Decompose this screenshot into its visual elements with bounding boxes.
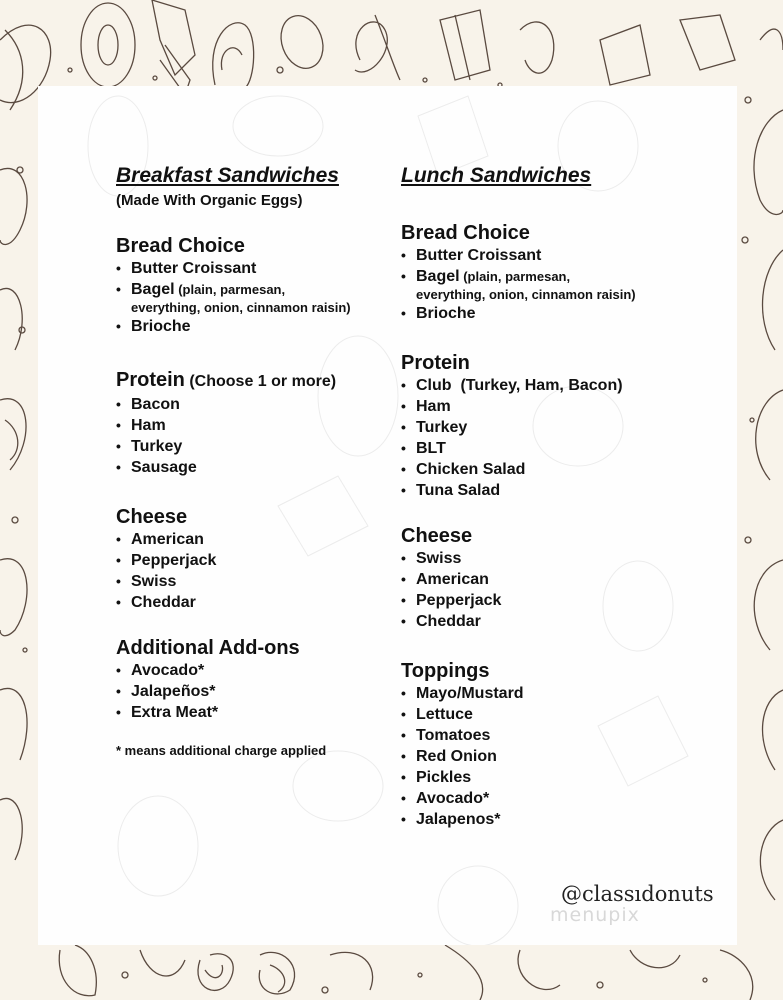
list-item: • Pepperjack: [116, 552, 217, 569]
lunch-protein-section: [401, 351, 623, 501]
list-item: • Tomatoes: [401, 727, 491, 744]
list-item: • Butter Croissant: [401, 247, 542, 264]
breakfast-protein-section: [116, 368, 336, 478]
list-item: • Lettuce: [401, 706, 473, 723]
lunch-cheese-section: [401, 524, 501, 632]
list-item: • Pickles: [401, 769, 472, 786]
section-title: Bread Choice: [116, 235, 245, 257]
cheese-list: [401, 548, 501, 632]
list-item: • Swiss: [401, 550, 462, 567]
cheese-list: [116, 529, 216, 613]
lunch-toppings-section: [401, 659, 524, 830]
breakfast-title: Breakfast Sandwiches: [116, 164, 339, 187]
instagram-handle: @classıdonuts: [561, 882, 714, 906]
list-item: • Brioche: [116, 318, 191, 335]
list-item: • Avocado*: [116, 662, 205, 679]
breakfast-addons-section: [116, 636, 300, 723]
breakfast-cheese-section: [116, 505, 216, 613]
list-item: • Mayo/Mustard: [401, 685, 524, 702]
toppings-list: [401, 683, 524, 830]
list-item: • Bacon: [116, 396, 180, 413]
list-item: • Cheddar: [401, 613, 481, 630]
lunch-title: Lunch Sandwiches: [401, 164, 592, 187]
list-item: • Avocado*: [401, 790, 490, 807]
list-item: • Cheddar: [116, 594, 196, 611]
list-item: • Chicken Salad: [401, 461, 526, 478]
section-title: Protein: [401, 352, 470, 374]
list-item: • Tuna Salad: [401, 482, 501, 499]
addons-list: [116, 660, 300, 723]
list-item: • Butter Croissant: [116, 260, 257, 277]
list-item: • Turkey: [401, 419, 468, 436]
section-title: Toppings: [401, 660, 490, 682]
menupix-watermark: menupix: [550, 904, 640, 926]
list-item: • Jalapeños*: [116, 683, 216, 700]
bread-list: [116, 258, 351, 337]
section-title: Cheese: [116, 506, 188, 528]
section-title: Cheese: [401, 525, 473, 547]
surcharge-footnote: * means additional charge applied: [116, 743, 327, 758]
list-item: • BLT: [401, 440, 446, 457]
list-item: • Turkey: [116, 438, 183, 455]
list-item: • Ham: [401, 398, 451, 415]
list-item: • Club (Turkey, Ham, Bacon): [401, 377, 623, 394]
lunch-bread-section: [401, 221, 636, 324]
list-item: • Jalapenos*: [401, 811, 501, 828]
protein-list: [401, 375, 623, 501]
section-title: Protein (Choose 1 or more): [116, 369, 337, 391]
list-item: • Extra Meat*: [116, 704, 219, 721]
list-item: • Bagel (plain, parmesan, everything, onion, cinnamon raisin): [116, 281, 351, 315]
section-title: Additional Add-ons: [116, 637, 300, 659]
list-item: • Swiss: [116, 573, 177, 590]
list-item: • Red Onion: [401, 748, 497, 765]
bread-list: [401, 245, 636, 324]
section-title: Bread Choice: [401, 222, 530, 244]
list-item: • Brioche: [401, 305, 476, 322]
protein-list: [116, 394, 336, 478]
list-item: • Bagel (plain, parmesan, everything, onion, cinnamon raisin): [401, 268, 636, 302]
list-item: • Sausage: [116, 459, 197, 476]
breakfast-subtitle: (Made With Organic Eggs): [116, 192, 303, 209]
list-item: • Pepperjack: [401, 592, 502, 609]
breakfast-bread-section: [116, 234, 351, 337]
list-item: • American: [401, 571, 489, 588]
list-item: • American: [116, 531, 204, 548]
menu-card: [38, 86, 737, 945]
list-item: • Ham: [116, 417, 166, 434]
